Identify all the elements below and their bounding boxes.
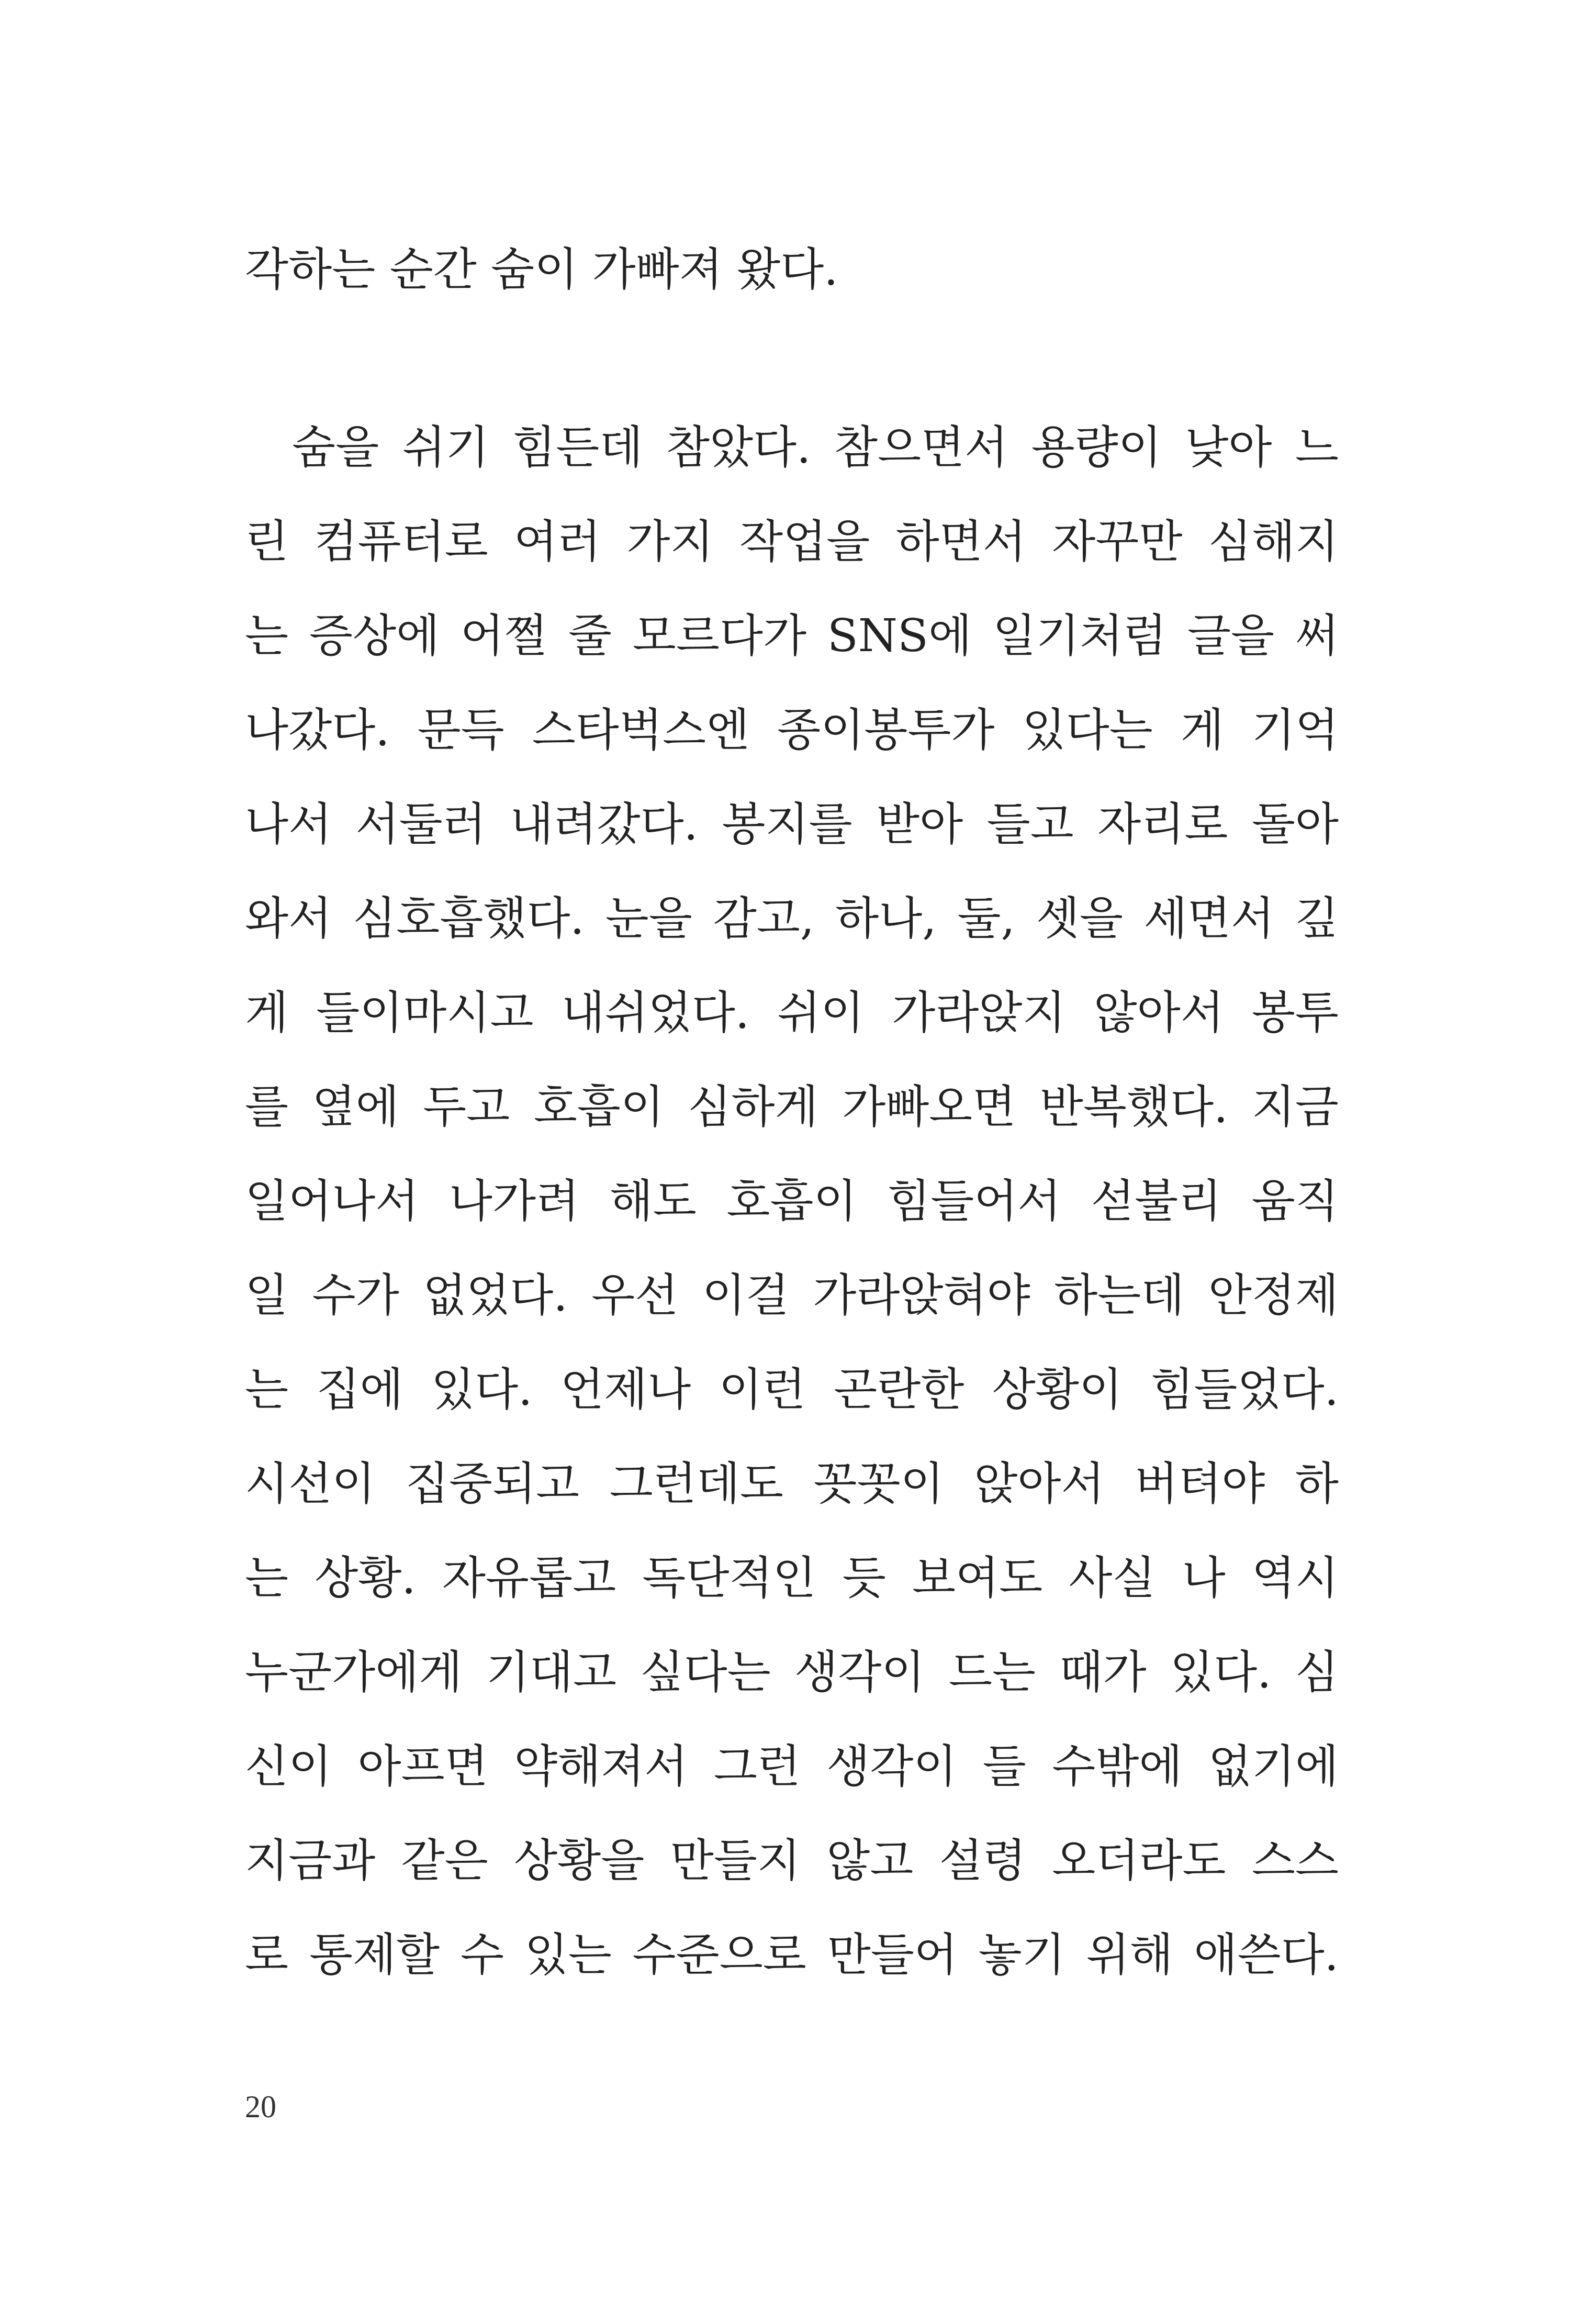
text-line: 로 통제할 수 있는 수준으로 만들어 놓기 위해 애쓴다. [245,1929,1339,1981]
page-number: 20 [245,2090,276,2124]
text-line: 각하는 순간 숨이 가빠져 왔다. [245,243,838,296]
text-line: 시선이 집중되고 그런데도 꼿꼿이 앉아서 버텨야 하 [245,1458,1339,1510]
text-line: 를 옆에 두고 호흡이 심하게 가빠오면 반복했다. 지금 [245,1081,1339,1133]
text-line: 누군가에게 기대고 싶다는 생각이 드는 때가 있다. 심 [245,1646,1339,1699]
text-line: 는 집에 있다. 언제나 이런 곤란한 상황이 힘들었다. [245,1364,1339,1416]
text-line: 일 수가 없었다. 우선 이걸 가라앉혀야 하는데 안정제 [245,1269,1339,1322]
text-line: 는 상황. 자유롭고 독단적인 듯 보여도 사실 나 역시 [245,1552,1339,1604]
text-line: 나갔다. 문득 스타벅스엔 종이봉투가 있다는 게 기억 [245,704,1339,756]
text-line: 신이 아프면 약해져서 그런 생각이 들 수밖에 없기에 [245,1740,1339,1793]
paragraph-first-line: 숨을 쉬기 힘든데 참았다. 참으면서 용량이 낮아 느 [292,421,1339,474]
text-line: 일어나서 나가려 해도 호흡이 힘들어서 섣불리 움직 [245,1175,1339,1227]
text-line: 지금과 같은 상황을 만들지 않고 설령 오더라도 스스 [245,1835,1339,1887]
text-line: 와서 심호흡했다. 눈을 감고, 하나, 둘, 셋을 세면서 깊 [245,892,1339,945]
text-line: 린 컴퓨터로 여러 가지 작업을 하면서 자꾸만 심해지 [245,516,1339,568]
text-line: 는 증상에 어쩔 줄 모르다가 SNS에 일기처럼 글을 써 [245,610,1339,662]
text-line: 나서 서둘러 내려갔다. 봉지를 받아 들고 자리로 돌아 [245,798,1339,851]
text-line: 게 들이마시고 내쉬었다. 쉬이 가라앉지 않아서 봉투 [245,987,1339,1039]
